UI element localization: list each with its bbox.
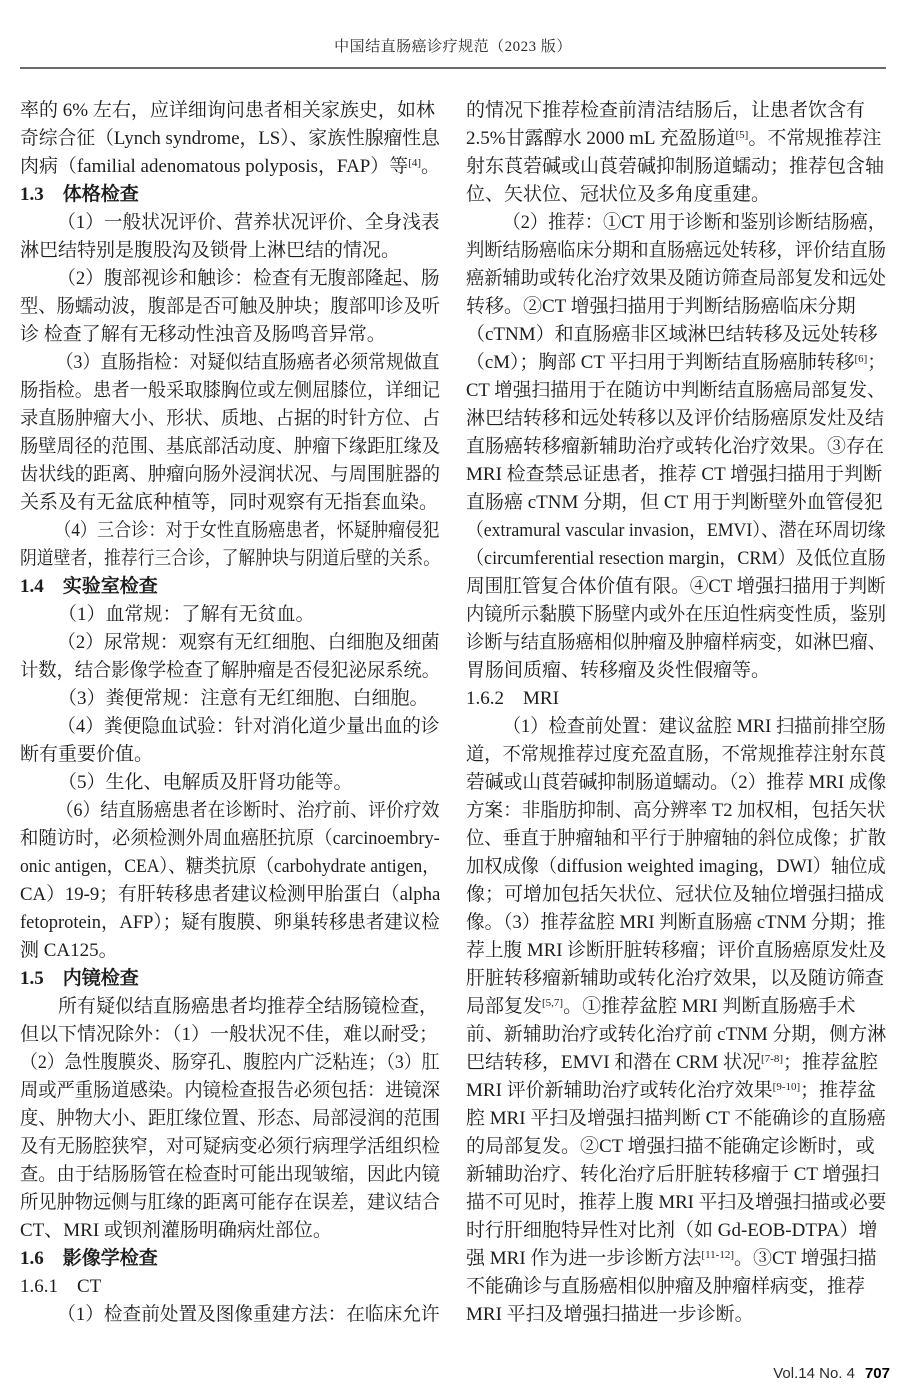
text-line: （3）直肠指检：对疑似结直肠癌者必须常规做直 — [55, 352, 440, 373]
text-line: 描不可见时，推荐上腹 MRI 平扫及增强扫描或必要 — [466, 1192, 887, 1213]
text-line: 内镜所示黏膜下肠壁内或外在压迫性病变性质，鉴别 — [466, 604, 887, 625]
text-line: （3）粪便常规：注意有无红细胞、白细胞。 — [58, 688, 429, 709]
citation-ref: [11-12] — [701, 1249, 734, 1261]
text-line: 局部复发[5,7]。①推荐盆腔 MRI 判断直肠癌手术 — [466, 996, 856, 1017]
text-line: 胃肠间质瘤、转移瘤及炎性假瘤等。 — [466, 660, 771, 681]
text-line: 率的 6% 左右，应详细询问患者相关家族史，如林 — [20, 100, 435, 121]
text-line: （4）三合诊：对于女性直肠癌患者，怀疑肿瘤侵犯 — [54, 520, 440, 541]
text-line: （cM）；胸部 CT 平扫用于判断结直肠癌肺转移[6]； — [466, 352, 887, 373]
text-line: 断有重要价值。 — [20, 744, 154, 765]
text-line: （cTNM）和直肠癌非区域淋巴结转移及远处转移 — [466, 324, 878, 345]
citation-ref: [5] — [735, 129, 749, 141]
text-line: 判断结肠癌临床分期和直肠癌远处转移，评价结直肠 — [466, 240, 887, 261]
volume-issue-label: Vol.14 No. 4 — [773, 1365, 855, 1382]
text-line: 位、矢状位、冠状位及多角度重建。 — [466, 184, 771, 205]
text-line: （2）尿常规：观察有无红细胞、白细胞及细菌 — [57, 632, 440, 653]
right-column — [466, 97, 886, 1329]
text-line: （extramural vascular invasion，EMVI）、潜在环周切缘 — [466, 520, 886, 541]
text-line: CT、MRI 或钡剂灌肠明确病灶部位。 — [20, 1220, 332, 1241]
text-line: （2）腹部视诊和触诊：检查有无腹部隆起、肠 — [57, 268, 440, 289]
text-line: MRI 平扫及增强扫描进一步诊断。 — [466, 1304, 754, 1325]
text-line: 周或严重肠道感染。内镜检查报告必须包括：进镜深 — [20, 1080, 441, 1101]
citation-ref: [9-10] — [772, 1081, 801, 1093]
text-line: 计数，结合影像学检查了解肿瘤是否侵犯泌尿系统。 — [20, 660, 441, 681]
text-line: 周围肛管复合体价值有限。④CT 增强扫描用于判断 — [466, 576, 886, 597]
text-line: 关系及有无盆底种植等，同时观察有无指套血染。 — [20, 492, 439, 513]
text-line: 查。由于结肠肠管在检查时可能出现皱缩，因此内镜 — [20, 1164, 441, 1185]
text-line: 淋巴结转移和远处转移以及评价结肠癌原发灶及结 — [466, 408, 885, 429]
text-line: 的局部复发。②CT 增强扫描不能确定诊断时，或 — [466, 1136, 875, 1157]
text-line: 型、肠蠕动波，腹部是否可触及肿块；腹部叩诊及听 — [20, 296, 441, 317]
citation-ref: [7-8] — [761, 1053, 784, 1065]
citation-ref: [6] — [854, 353, 868, 365]
text-line: 和随访时，必须检测外周血癌胚抗原（carcinoembry- — [20, 828, 440, 849]
text-line: （2）推荐：①CT 用于诊断和鉴别诊断结肠癌， — [502, 212, 887, 233]
text-line: 方案：非脂肪抑制、高分辨率 T2 加权相，包括矢状 — [466, 800, 886, 821]
text-line: 诊 检查了解有无移动性浊音及肠鸣音异常。 — [20, 324, 386, 345]
text-line: 菪碱或山莨菪碱抑制肠道蠕动。（2）推荐 MRI 成像 — [466, 772, 887, 793]
left-column — [20, 97, 440, 1329]
text-line: 新辅助治疗、转化治疗后肝脏转移瘤于 CT 增强扫 — [466, 1164, 880, 1185]
text-line: 加权成像（diffusion weighted imaging，DWI）轴位成 — [466, 856, 886, 877]
text-line: （6）结直肠癌患者在诊断时、治疗前、评价疗效 — [55, 800, 440, 821]
text-line: （1）一般状况评价、营养状况评价、全身浅表 — [57, 212, 440, 233]
text-line: 像。（3）推荐盆腔 MRI 判断直肠癌 cTNM 分期；推 — [466, 912, 886, 933]
journal-title: 中国结直肠癌诊疗规范（2023 版） — [334, 39, 572, 55]
text-line: 所有疑似结直肠癌患者均推荐全结肠镜检查， — [58, 996, 439, 1017]
text-line: 测 CA125。 — [20, 940, 118, 961]
text-line: 直肠癌 cTNM 分期，但 CT 用于判断壁外血管侵犯 — [466, 492, 883, 513]
text-line: 肉病（familial adenomatous polyposis，FAP）等[4]。 — [20, 156, 440, 177]
text-line: （1）血常规：了解有无贫血。 — [58, 604, 315, 625]
text-line: 度、肿物大小、距肛缘位置、形态、局部浸润的范围 — [20, 1108, 441, 1129]
text-line: 录直肠肿瘤大小、形状、质地、占据的时针方位、占 — [20, 408, 441, 429]
text-line: 诊断与结直肠癌相似肿瘤及肿瘤样病变，如淋巴瘤、 — [466, 632, 887, 653]
text-line: 肠壁周径的范围、基底部活动度、肿瘤下缘距肛缘及 — [20, 436, 441, 457]
text-line: 荐上腹 MRI 诊断肝脏转移瘤；评价直肠癌原发灶及 — [466, 940, 887, 961]
text-line: 奇综合征（Lynch syndrome，LS）、家族性腺瘤性息 — [20, 128, 440, 149]
text-line: 位、垂直于肿瘤轴和平行于肿瘤轴的斜位成像；扩散 — [466, 828, 887, 849]
text-line: 阴道壁者，推荐行三合诊，了解肿块与阴道后壁的关系。 — [20, 548, 441, 569]
text-line: CA）19-9；有肝转移患者建议检测甲胎蛋白（alpha — [20, 884, 441, 905]
text-line: （5）生化、电解质及肝肾功能等。 — [58, 772, 353, 793]
text-line: 肝脏转移瘤新辅助或转化治疗效果，以及随访筛查 — [466, 968, 885, 989]
text-line: 转移。②CT 增强扫描用于判断结肠癌临床分期 — [466, 296, 856, 317]
text-line: MRI 评价新辅助治疗或转化治疗效果[9-10]；推荐盆 — [466, 1080, 877, 1101]
text-line: 癌新辅助或转化治疗效果及随访筛查局部复发和远处 — [466, 268, 887, 289]
section-heading: 1.3 体格检查 — [20, 184, 139, 205]
text-line: 巴结转移，EMVI 和潜在 CRM 状况[7-8]；推荐盆腔 — [466, 1052, 879, 1073]
text-line: 但以下情况除外：（1）一般状况不佳，难以耐受； — [20, 1024, 439, 1045]
subsection-heading: 1.6.2 MRI — [466, 688, 559, 709]
text-line: （circumferential resection margin，CRM）及低位直肠 — [466, 548, 886, 569]
text-line: 肠指检。患者一般采取膝胸位或左侧屈膝位，详细记 — [20, 380, 441, 401]
text-line: 不能确诊与直肠癌相似肿瘤及肿瘤样病变，推荐 — [466, 1276, 866, 1297]
text-line: 的情况下推荐检查前清洁结肠后，让患者饮含有 — [466, 100, 866, 121]
text-line: （1）检查前处置及图像重建方法：在临床允许 — [57, 1304, 440, 1325]
section-heading: 1.5 内镜检查 — [20, 968, 139, 989]
citation-ref: [4] — [408, 157, 422, 169]
text-line: （2）急性腹膜炎、肠穿孔、腹腔内广泛粘连；（3）肛 — [20, 1052, 440, 1073]
text-line: 直肠癌转移瘤新辅助治疗或转化治疗效果。③存在 — [466, 436, 885, 457]
text-line: onic antigen，CEA）、糖类抗原（carbohydrate antigen， — [20, 856, 440, 877]
text-line: MRI 检查禁忌证患者，推荐 CT 增强扫描用于判断 — [466, 464, 883, 485]
text-line: 强 MRI 作为进一步诊断方法[11-12]。③CT 增强扫描 — [466, 1248, 877, 1269]
text-line: 腔 MRI 平扫及增强扫描判断 CT 不能确诊的直肠癌 — [466, 1108, 886, 1129]
text-line: 射东莨菪碱或山莨菪碱抑制肠道蠕动；推荐包含轴 — [466, 156, 885, 177]
text-line: 及有无肠腔狭窄，对可疑病变必须行病理学活组织检 — [20, 1136, 441, 1157]
text-line: （1）检查前处置：建议盆腔 MRI 扫描前排空肠 — [502, 716, 886, 737]
section-heading: 1.6 影像学检查 — [20, 1248, 158, 1269]
section-heading: 1.4 实验室检查 — [20, 576, 158, 597]
text-line: 淋巴结特别是腹股沟及锁骨上淋巴结的情况。 — [20, 240, 401, 261]
subsection-heading: 1.6.1 CT — [20, 1276, 102, 1297]
page-number: 707 — [864, 1365, 890, 1382]
text-line: 前、新辅助治疗或转化治疗前 cTNM 分期，侧方淋 — [466, 1024, 887, 1045]
text-line: 所见肿物远侧与肛缘的距离可能存在误差，建议结合 — [20, 1192, 441, 1213]
text-line: 齿状线的距离、肿瘤向肠外浸润状况、与周围脏器的 — [20, 464, 441, 485]
text-line: CT 增强扫描用于在随访中判断结直肠癌局部复发、 — [466, 380, 886, 401]
page-footer — [773, 1364, 890, 1384]
text-line: 道，不常规推荐过度充盈直肠，不常规推荐注射东莨 — [466, 744, 887, 765]
text-line: （4）粪便隐血试验：针对消化道少量出血的诊 — [57, 716, 440, 737]
text-line: fetoprotein，AFP）；疑有腹膜、卵巢转移患者建议检 — [20, 912, 440, 933]
citation-ref: [5,7] — [542, 997, 564, 1009]
text-line: 时行肝细胞特异性对比剂（如 Gd-EOB-DTPA）增 — [466, 1220, 878, 1241]
text-line: 2.5%甘露醇水 2000 mL 充盈肠道[5]。不常规推荐注 — [466, 128, 882, 149]
text-line: 像；可增加包括矢状位、冠状位及轴位增强扫描成 — [466, 884, 885, 905]
header-divider — [20, 67, 886, 69]
